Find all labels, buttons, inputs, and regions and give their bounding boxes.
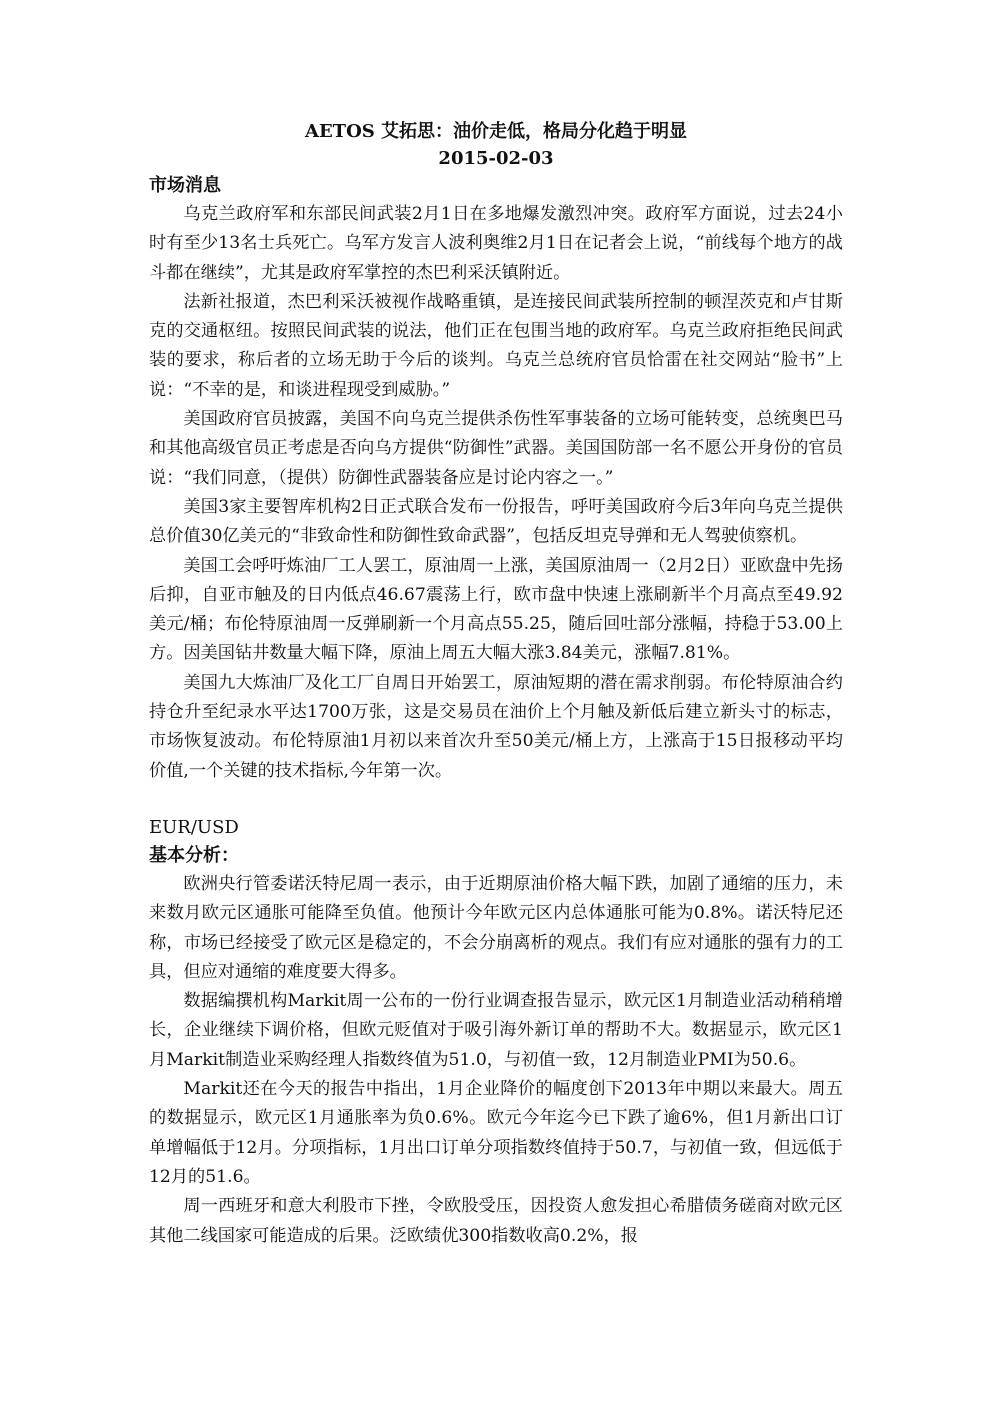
document-page bbox=[149, 118, 843, 1251]
paragraph: 美国工会呼吁炼油厂工人罢工，原油周一上涨，美国原油周一（2月2日）亚欧盘中先扬后抑，自亚市触及的日内低点46.67震荡上行，欧市盘中快速上涨刷新半个月高点至49.92美元/桶；布伦特原油周一反弹刷新一个月高点55.25，随后回吐部分涨幅，持稳于53.00上方。因美国钻井数量大幅下降，原油上周五大幅大涨3.84美元，涨幅7.81%。 bbox=[149, 555, 843, 664]
paragraph: 周一西班牙和意大利股市下挫，令欧股受压，因投资人愈发担心希腊债务磋商对欧元区其他二线国家可能造成的后果。泛欧绩优300指数收高0.2%，报 bbox=[149, 1196, 843, 1246]
paragraph: 美国3家主要智库机构2日正式联合发布一份报告，呼吁美国政府今后3年向乌克兰提供总价值30亿美元的“非致命性和防御性致命武器”，包括反坦克导弹和无人驾驶侦察机。 bbox=[149, 496, 843, 547]
section-heading-market: 市场消息 bbox=[149, 175, 221, 196]
paragraph: 乌克兰政府军和东部民间武装2月1日在多地爆发激烈冲突。政府军方面说，过去24小时有至少13名士兵死亡。乌军方发言人波利奥维2月1日在记者会上说，“前线每个地方的战斗都在继续”，尤其是政府军掌控的杰巴利采沃镇附近。 bbox=[149, 204, 843, 283]
document-title: AETOS 艾拓思：油价走低，格局分化趋于明显 bbox=[304, 121, 688, 142]
paragraph: 数据编撰机构Markit周一公布的一份行业调查报告显示，欧元区1月制造业活动稍稍增长，企业继续下调价格，但欧元贬值对于吸引海外新订单的帮助不大。数据显示，欧元区1月Markit制造业采购经理人指数终值为51.0，与初值一致，12月制造业PMI为50.6。 bbox=[149, 991, 843, 1070]
paragraph: Markit还在今天的报告中指出，1月企业降价的幅度创下2013年中期以来最大。周五的数据显示，欧元区1月通胀率为负0.6%。欧元今年迄今已下跌了逾6%，但1月新出口订单增幅低于12月。分项指标，1月出口订单分项指数终值持于50.7，与初值一致，但远低于12月的51.6。 bbox=[149, 1079, 843, 1187]
paragraph: 欧洲央行管委诺沃特尼周一表示，由于近期原油价格大幅下跌，加剧了通缩的压力，未来数月欧元区通胀可能降至负值。他预计今年欧元区内总体通胀可能为0.8%。诺沃特尼还称，市场已经接受了欧元区是稳定的，不会分崩离析的观点。我们有应对通胀的强有力的工具，但应对通缩的难度要大得多。 bbox=[149, 873, 843, 982]
paragraph: 美国政府官员披露，美国不向乌克兰提供杀伤性军事装备的立场可能转变，总统奥巴马和其他高级官员正考虑是否向乌方提供“防御性”武器。美国国防部一名不愿公开身份的官员说：“我们同意，（提供）防御性武器装备应是讨论内容之一。” bbox=[149, 409, 843, 488]
section-spacer bbox=[149, 786, 843, 814]
document-date: 2015-02-03 bbox=[438, 148, 554, 169]
section-pair-label: EUR/USD bbox=[149, 816, 239, 838]
section-heading-fundamental: 基本分析： bbox=[149, 844, 239, 866]
paragraph: 美国九大炼油厂及化工厂自周日开始罢工，原油短期的潜在需求削弱。布伦特原油合约持仓升至纪录水平达1700万张，这是交易员在油价上个月触及新低后建立新头寸的标志，市场恢复波动。布伦特原油1月初以来首次升至50美元/桶上方，上涨高于15日报移动平均价值,一个关键的技术指标,今年第一次。 bbox=[149, 672, 843, 781]
paragraph: 法新社报道，杰巴利采沃被视作战略重镇，是连接民间武装所控制的顿涅茨克和卢甘斯克的交通枢纽。按照民间武装的说法，他们正在包围当地的政府军。乌克兰政府拒绝民间武装的要求，称后者的立场无助于今后的谈判。乌克兰总统府官员恰雷在社交网站“脸书”上说：“不幸的是，和谈进程现受到威胁。” bbox=[149, 291, 843, 400]
